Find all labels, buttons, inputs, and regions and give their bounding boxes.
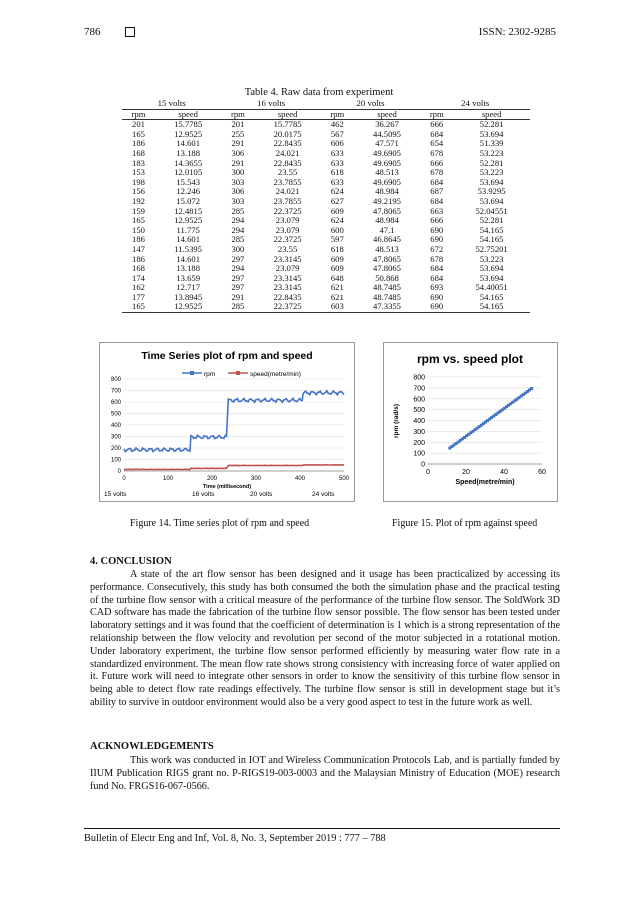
table-cell: 54.165 bbox=[479, 234, 504, 245]
y-tick-label: 300 bbox=[413, 428, 425, 436]
chart-title: Time Series plot of rpm and speed bbox=[141, 350, 313, 362]
table-cell: 54.40051 bbox=[475, 282, 508, 293]
table-cell: 291 bbox=[231, 157, 245, 168]
table-cell: 147 bbox=[132, 243, 145, 254]
table-cell: 23.7855 bbox=[273, 176, 302, 187]
table-cell: 23.7855 bbox=[273, 195, 302, 206]
table-cell: 22.3725 bbox=[254, 302, 320, 312]
y-axis-label: rpm (rad/s) bbox=[393, 404, 400, 438]
table-cell: 48.7485 bbox=[373, 282, 401, 293]
table-cell: 618 bbox=[330, 167, 344, 178]
x-axis-label: Speed(metre/min) bbox=[455, 479, 515, 486]
y-tick-label: 800 bbox=[413, 374, 425, 382]
table-cell: 14.3655 bbox=[174, 157, 203, 168]
y-tick-label: 100 bbox=[413, 450, 425, 458]
table-cell: 48.984 bbox=[375, 215, 399, 226]
y-tick-label: 700 bbox=[413, 385, 425, 393]
y-tick-label: 600 bbox=[110, 400, 121, 406]
table-cell: 177 bbox=[132, 291, 145, 302]
table-cell: 600 bbox=[330, 224, 344, 235]
table-cell: 159 bbox=[132, 205, 145, 216]
table-cell: 165 bbox=[132, 128, 145, 139]
table-cell: 624 bbox=[330, 215, 344, 226]
table-cell: 53.223 bbox=[479, 147, 504, 158]
table-cell: 156 bbox=[132, 186, 145, 197]
table-cell: 150 bbox=[132, 224, 145, 235]
x-tick-label: 300 bbox=[250, 476, 262, 482]
table-cell: 690 bbox=[430, 291, 444, 302]
table-cell: 684 bbox=[430, 263, 444, 274]
table-cell: 48.984 bbox=[375, 186, 399, 197]
footer: Bulletin of Electr Eng and Inf, Vol. 8, No. 3, September 2019 : 777 – 788 bbox=[84, 828, 560, 844]
table-cell: 12.717 bbox=[176, 282, 200, 293]
table-cell: 297 bbox=[231, 253, 245, 264]
table-cell: 23.3145 bbox=[273, 253, 302, 264]
x-tick-label: 0 bbox=[426, 469, 430, 476]
y-tick-label: 200 bbox=[413, 439, 425, 447]
rpm-speed-chart bbox=[383, 342, 558, 502]
table-cell: 46.8645 bbox=[373, 234, 401, 245]
table-cell: 201 bbox=[231, 119, 245, 130]
table-cell: 53.694 bbox=[479, 195, 504, 206]
table-cell: 24.021 bbox=[275, 147, 300, 158]
table-cell: 47.8065 bbox=[373, 263, 401, 274]
table-cell: 49.6905 bbox=[373, 176, 401, 187]
table-cell: 23.3145 bbox=[273, 282, 302, 293]
y-tick-label: 100 bbox=[110, 457, 121, 464]
table-group-header: 15 volts bbox=[157, 98, 186, 108]
y-tick-label: 0 bbox=[421, 461, 425, 469]
table-cell: 12.9525 bbox=[174, 128, 203, 139]
table-group-header: 16 volts bbox=[257, 98, 286, 108]
y-tick-label: 500 bbox=[413, 407, 425, 415]
table-cell: 648 bbox=[330, 272, 344, 283]
y-tick-label: 500 bbox=[110, 411, 121, 418]
table-cell: 47.8065 bbox=[373, 253, 401, 264]
table-cell: 597 bbox=[330, 234, 344, 245]
table-cell: 11.5395 bbox=[174, 243, 202, 254]
x-tick-label: 0 bbox=[122, 476, 126, 482]
table-cell: 186 bbox=[132, 253, 145, 264]
x-axis-label: Time (millisecond) bbox=[202, 484, 252, 490]
table-cell: 654 bbox=[430, 138, 444, 149]
table-cell: 20.0175 bbox=[273, 128, 302, 139]
figure-14-caption: Figure 14. Time series plot of rpm and speed bbox=[130, 518, 310, 529]
x-tick-label: 60 bbox=[538, 469, 546, 476]
table-cell: 198 bbox=[132, 176, 145, 187]
issn: ISSN: 2302-9285 bbox=[478, 26, 556, 38]
table-cell: 53.694 bbox=[479, 263, 504, 274]
table-column-header: rpm bbox=[420, 109, 453, 120]
table-cell: 49.6905 bbox=[373, 147, 401, 158]
voltage-annotation: 15 volts bbox=[104, 491, 127, 498]
table-cell: 621 bbox=[330, 282, 344, 293]
table-cell: 53.694 bbox=[479, 128, 504, 139]
table-cell: 609 bbox=[330, 205, 344, 216]
page-number: 786 bbox=[84, 26, 101, 38]
table-cell: 291 bbox=[231, 291, 245, 302]
table-cell: 303 bbox=[231, 195, 245, 206]
x-tick-label: 400 bbox=[294, 476, 306, 482]
table-group-header: 24 volts bbox=[461, 98, 490, 108]
table-cell: 291 bbox=[231, 138, 245, 149]
table-cell: 303 bbox=[231, 176, 245, 187]
table-cell: 663 bbox=[430, 205, 444, 216]
speed-series-line bbox=[124, 465, 344, 470]
x-tick-label: 500 bbox=[338, 476, 350, 482]
table-cell: 52.75201 bbox=[475, 243, 508, 254]
x-tick-label: 20 bbox=[462, 469, 470, 476]
table-cell: 13.659 bbox=[176, 272, 200, 283]
time-series-chart bbox=[99, 342, 355, 502]
table-cell: 609 bbox=[330, 263, 344, 274]
table-cell: 47.3355 bbox=[354, 302, 420, 312]
time-series-svg bbox=[100, 343, 354, 501]
legend-speed-marker bbox=[236, 371, 240, 375]
table-cell: 297 bbox=[231, 272, 245, 283]
y-tick-label: 200 bbox=[110, 446, 121, 452]
table-column-header: rpm bbox=[122, 109, 155, 120]
table-cell: 49.6905 bbox=[373, 157, 401, 168]
table-cell: 14.601 bbox=[176, 234, 200, 245]
raw-data-table bbox=[122, 99, 530, 313]
legend-rpm-marker bbox=[190, 371, 194, 375]
table-cell: 50.868 bbox=[375, 272, 399, 283]
table-cell: 24.021 bbox=[275, 186, 300, 197]
rpm-series-line bbox=[124, 391, 344, 452]
table-cell: 684 bbox=[430, 128, 444, 139]
table-cell: 15.7785 bbox=[174, 119, 203, 130]
scatter-svg bbox=[384, 343, 557, 501]
table-cell: 13.188 bbox=[176, 263, 200, 274]
x-tick-label: 200 bbox=[206, 476, 218, 482]
table-cell: 54.165 bbox=[453, 302, 530, 312]
table-cell: 52.281 bbox=[479, 157, 504, 168]
table-column-header: speed bbox=[155, 109, 221, 120]
x-tick-label: 100 bbox=[162, 476, 174, 482]
chart-title: rpm vs. speed plot bbox=[416, 352, 524, 366]
table-cell: 53.9295 bbox=[477, 186, 506, 197]
table-cell: 168 bbox=[132, 263, 145, 274]
y-tick-label: 0 bbox=[117, 469, 121, 475]
table-cell: 567 bbox=[330, 128, 344, 139]
table-cell: 22.3725 bbox=[273, 234, 302, 245]
table-cell: 666 bbox=[430, 157, 444, 168]
table-cell: 54.165 bbox=[479, 291, 504, 302]
table-caption: Table 4. Raw data from experiment bbox=[244, 87, 394, 98]
table-cell: 22.8435 bbox=[273, 291, 302, 302]
table-cell: 23.3145 bbox=[273, 272, 302, 283]
table-cell: 306 bbox=[231, 147, 245, 158]
table-cell: 627 bbox=[330, 195, 344, 206]
voltage-annotation: 24 volts bbox=[312, 491, 335, 498]
table-cell: 192 bbox=[132, 195, 145, 206]
table-cell: 621 bbox=[330, 291, 344, 302]
table-cell: 165 bbox=[122, 302, 155, 312]
table-cell: 294 bbox=[231, 224, 245, 235]
table-cell: 186 bbox=[132, 138, 145, 149]
table-cell: 690 bbox=[420, 302, 453, 312]
table-cell: 36.267 bbox=[375, 119, 399, 130]
table-cell: 672 bbox=[430, 243, 444, 254]
table-cell: 666 bbox=[430, 119, 444, 130]
table-column-header: speed bbox=[354, 109, 420, 120]
table-cell: 15.072 bbox=[176, 195, 200, 206]
table-cell: 633 bbox=[330, 176, 344, 187]
table-cell: 690 bbox=[430, 234, 444, 245]
table-cell: 12.246 bbox=[176, 186, 200, 197]
scatter-point bbox=[530, 387, 533, 390]
table-cell: 300 bbox=[231, 167, 245, 178]
table-column-header: rpm bbox=[221, 109, 254, 120]
table-cell: 693 bbox=[430, 282, 444, 293]
table-cell: 294 bbox=[231, 263, 245, 274]
table-cell: 22.3725 bbox=[273, 205, 302, 216]
table-cell: 255 bbox=[231, 128, 245, 139]
table-cell: 53.694 bbox=[479, 176, 504, 187]
y-tick-label: 600 bbox=[413, 396, 425, 404]
table-cell: 12.0105 bbox=[174, 167, 203, 178]
table-cell: 47.1 bbox=[379, 224, 395, 235]
table-cell: 13.188 bbox=[176, 147, 200, 158]
y-tick-label: 400 bbox=[413, 418, 425, 425]
legend-rpm-label: rpm bbox=[204, 371, 216, 378]
table-column-header: speed bbox=[254, 109, 320, 120]
table-cell: 11.775 bbox=[176, 224, 200, 235]
table-cell: 603 bbox=[321, 302, 354, 312]
table-row bbox=[122, 302, 530, 312]
table-cell: 684 bbox=[430, 272, 444, 283]
table-cell: 684 bbox=[430, 195, 444, 206]
table-cell: 12.4815 bbox=[174, 205, 203, 216]
table-cell: 23.079 bbox=[275, 215, 300, 226]
y-tick-label: 700 bbox=[110, 388, 121, 395]
table-cell: 300 bbox=[231, 243, 245, 254]
table-cell: 666 bbox=[430, 215, 444, 226]
x-tick-label: 40 bbox=[500, 469, 508, 476]
table-cell: 22.8435 bbox=[273, 138, 302, 149]
table-cell: 633 bbox=[330, 157, 344, 168]
table-cell: 47.571 bbox=[375, 138, 399, 149]
table-cell: 609 bbox=[330, 253, 344, 264]
acknowledgements-text: This work was conducted in IOT and Wireless Communication Protocols Lab, and is partially funded by IIUM Publication RIGS grant no. P-RIGS19-003-0003 and the Malaysian Ministry of Education (MOE) research fund No. FRGS16-067-0566. bbox=[90, 755, 560, 792]
table-cell: 23.079 bbox=[275, 263, 300, 274]
figure-15-caption: Figure 15. Plot of rpm against speed bbox=[392, 518, 538, 529]
table-cell: 678 bbox=[430, 167, 444, 178]
table-cell: 297 bbox=[231, 282, 245, 293]
table-cell: 15.7785 bbox=[273, 119, 302, 130]
table-column-header: speed bbox=[453, 109, 530, 120]
table-cell: 684 bbox=[430, 176, 444, 187]
table-cell: 624 bbox=[330, 186, 344, 197]
table-cell: 53.223 bbox=[479, 253, 504, 264]
header-box-icon bbox=[125, 27, 135, 37]
table-cell: 285 bbox=[231, 205, 245, 216]
y-tick-label: 800 bbox=[110, 377, 121, 383]
table-cell: 52.281 bbox=[479, 215, 504, 226]
table-cell: 23.55 bbox=[277, 167, 298, 178]
table-cell: 23.079 bbox=[275, 224, 300, 235]
table-cell: 49.2195 bbox=[373, 195, 401, 206]
table-cell: 52.281 bbox=[479, 119, 504, 130]
table-cell: 174 bbox=[132, 272, 145, 283]
table-cell: 44.5095 bbox=[373, 128, 401, 139]
table-cell: 47.8065 bbox=[373, 205, 401, 216]
table-cell: 52.04551 bbox=[475, 205, 508, 216]
table-cell: 53.223 bbox=[479, 167, 504, 178]
conclusion-heading: 4. CONCLUSION bbox=[90, 556, 172, 567]
table-cell: 201 bbox=[132, 119, 145, 130]
table-group-header: 20 volts bbox=[356, 98, 385, 108]
voltage-annotation: 16 volts bbox=[192, 491, 215, 498]
table-cell: 13.8945 bbox=[174, 291, 203, 302]
table-cell: 285 bbox=[221, 302, 254, 312]
table-cell: 285 bbox=[231, 234, 245, 245]
table-column-header: rpm bbox=[321, 109, 354, 120]
table-cell: 51.339 bbox=[479, 138, 504, 149]
table-cell: 54.165 bbox=[479, 224, 504, 235]
table-cell: 690 bbox=[430, 224, 444, 235]
table-cell: 294 bbox=[231, 215, 245, 226]
table-cell: 48.513 bbox=[375, 243, 399, 254]
table-cell: 678 bbox=[430, 147, 444, 158]
table-cell: 168 bbox=[132, 147, 145, 158]
conclusion-text: A state of the art flow sensor has been designed and it usage has been practicalized by accessing its performance. Consecutively, this study has both consumed the both the simulation phase and the practical testing of the turbine flow sensor with a critical measure of the performance of the turbine flow sensor. The SoldWork 3D CAD software has made the fabrication of the turbine flow sensor possible. The flow sensor has been tested under laboratory settings and it was found that the coefficient of determination is 1 which is a strong representation of the relationship between the flow velocity and revolution per second of the motor subjected in a rotational motion. Under laboratory experiment, the turbine flow sensor performed efficiently by measuring water flow rate in a standardized environment. The mean flow rate shows strong consistency with increasing force of water applied on it. Future work will need to integrate other sensors in order to know the sensitivity of this turbine flow sensor in being able to detect flow rate readings effectively. The turbine flow sensor is still in development stage but it’s ability to survive in outdoor environment would also be a very good aspect to test in the future work as well. bbox=[90, 569, 560, 708]
table-cell: 14.601 bbox=[176, 138, 200, 149]
table-cell: 12.9525 bbox=[174, 215, 203, 226]
table-cell: 183 bbox=[132, 157, 145, 168]
legend-speed-label: speed(metre/min) bbox=[250, 371, 301, 378]
y-tick-label: 300 bbox=[110, 434, 121, 441]
table-cell: 14.601 bbox=[176, 253, 200, 264]
table-cell: 12.9525 bbox=[155, 302, 221, 312]
voltage-annotation: 20 volts bbox=[250, 491, 273, 498]
table-cell: 687 bbox=[430, 186, 444, 197]
table-cell: 678 bbox=[430, 253, 444, 264]
y-tick-label: 400 bbox=[110, 423, 121, 429]
table-cell: 186 bbox=[132, 234, 145, 245]
table-cell: 15.543 bbox=[176, 176, 200, 187]
table-cell: 162 bbox=[132, 282, 145, 293]
table-cell: 23.55 bbox=[277, 243, 298, 254]
table-cell: 306 bbox=[231, 186, 245, 197]
table-cell: 22.8435 bbox=[273, 157, 302, 168]
table-cell: 48.7485 bbox=[373, 291, 401, 302]
table-cell: 165 bbox=[132, 215, 145, 226]
table-cell: 606 bbox=[330, 138, 344, 149]
acknowledgements-heading: ACKNOWLEDGEMENTS bbox=[90, 741, 214, 752]
table-cell: 53.694 bbox=[479, 272, 504, 283]
table-cell: 48.513 bbox=[375, 167, 399, 178]
table-cell: 633 bbox=[330, 147, 344, 158]
table-cell: 153 bbox=[132, 167, 145, 178]
table-cell: 618 bbox=[330, 243, 344, 254]
table-cell: 462 bbox=[330, 119, 344, 130]
